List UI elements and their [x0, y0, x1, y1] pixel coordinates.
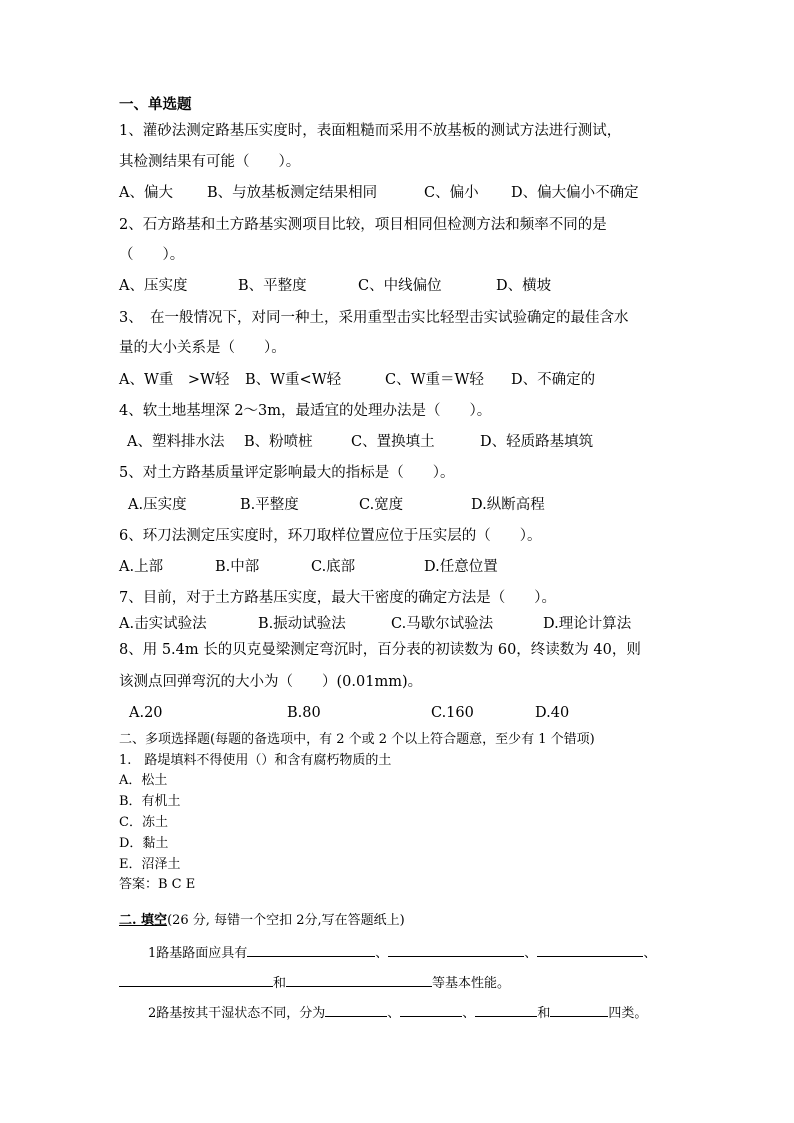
question-1-line-2: 其检测结果有可能（ ）。: [119, 154, 301, 170]
multi-option-a: A．松土: [119, 773, 168, 788]
separator: 、: [387, 1006, 401, 1021]
fill-q2-suffix: 四类。: [608, 1006, 648, 1021]
question-6-line-1: 6、环刀法测定压实度时，环刀取样位置应位于压实层的（ ）。: [119, 528, 542, 544]
section-heading-fill-blank: [119, 912, 405, 930]
question-7-line-1: 7、目前，对于土方路基压实度，最大干密度的确定方法是（ ）。: [119, 590, 556, 606]
multi-option-e: E．沼泽土: [119, 857, 181, 872]
option-a: A、偏大: [119, 185, 173, 201]
question-2-line-2: （ ）。: [119, 247, 185, 263]
separator: 、: [462, 1006, 476, 1021]
option-b: B.平整度: [240, 497, 299, 513]
option-d: D.纵断高程: [471, 497, 545, 513]
answer-text: 答案：B C E: [119, 877, 196, 892]
option-b: B、W重<W轻: [245, 372, 342, 388]
fill-q2-prefix: 2路基按其干湿状态不同，分为: [148, 1006, 326, 1021]
option-d: D、偏大偏小不确定: [511, 185, 639, 201]
answer-blank[interactable]: [388, 942, 524, 957]
separator: 、: [643, 946, 657, 961]
option-a: A、压实度: [119, 278, 188, 294]
option-c: C、置换填土: [351, 434, 435, 450]
fill-heading-rest: (26 分, 每错一个空扣 2分,写在答题纸上): [167, 913, 405, 928]
option-a: A、塑料排水法: [127, 434, 225, 450]
option-b: B、粉喷桩: [244, 434, 313, 450]
question-2-line-1: 2、石方路基和土方路基实测项目比较，项目相同但检测方法和频率不同的是: [119, 217, 607, 233]
question-4-line-1: 4、软土地基埋深 2～3m，最适宜的处理办法是（ ）。: [119, 403, 492, 419]
answer-blank[interactable]: [286, 972, 432, 987]
option-b: B、与放基板测定结果相同: [207, 185, 378, 201]
answer-blank[interactable]: [119, 972, 273, 987]
answer-blank[interactable]: [247, 942, 375, 957]
separator: 、: [524, 946, 538, 961]
fill-heading-bold: 二. 填空: [119, 913, 168, 928]
question-5-line-1: 5、对土方路基质量评定影响最大的指标是（ ）。: [119, 465, 455, 481]
fill-q1-suffix: 等基本性能。: [432, 976, 511, 991]
option-c: C、偏小: [424, 185, 479, 201]
section-heading-multiple-choice: 二、多项选择题(每题的备选项中，有 2 个或 2 个以上符合题意，至少有 1 个错项): [119, 732, 595, 747]
option-a: A.20: [129, 705, 163, 721]
option-c: C.160: [431, 705, 474, 721]
separator: 、: [375, 946, 389, 961]
option-c: C.底部: [311, 559, 356, 575]
option-c: C、中线偏位: [358, 278, 442, 294]
option-c: C.马歇尔试验法: [391, 616, 494, 632]
option-d: D、横坡: [496, 278, 552, 294]
multi-option-b: B．有机土: [119, 794, 181, 809]
and-text: 和: [537, 1006, 551, 1021]
question-8-line-1: 8、用 5.4m 长的贝克曼梁测定弯沉时，百分表的初读数为 60，终读数为 40，则: [119, 642, 641, 658]
question-8-line-2: 该测点回弹弯沉的大小为（ ）(0.01mm)。: [119, 674, 423, 690]
multi-question-1: 1. 路堤填料不得使用（）和含有腐朽物质的土: [119, 753, 392, 768]
option-b: B.中部: [215, 559, 260, 575]
answer-blank[interactable]: [475, 1002, 537, 1017]
fill-question-1-line-1: [148, 942, 656, 963]
answer-blank[interactable]: [325, 1002, 387, 1017]
option-c: C.宽度: [359, 497, 404, 513]
option-b: B、平整度: [238, 278, 307, 294]
option-a: A、W重 >W轻: [119, 372, 230, 388]
answer-blank[interactable]: [550, 1002, 608, 1017]
fill-question-2: [148, 1002, 647, 1023]
option-a: A.压实度: [128, 497, 187, 513]
multi-option-c: C．冻土: [119, 815, 168, 830]
option-a: A.击实试验法: [119, 616, 207, 632]
fill-question-1-line-2: [119, 972, 510, 993]
question-3-line-2: 量的大小关系是（ ）。: [119, 340, 286, 356]
option-d: D、轻质路基填筑: [480, 434, 594, 450]
option-d: D.40: [535, 705, 570, 721]
option-c: C、W重＝W轻: [385, 372, 484, 388]
option-b: B.80: [287, 705, 321, 721]
answer-blank[interactable]: [400, 1002, 462, 1017]
option-d: D.理论计算法: [543, 616, 632, 632]
answer-blank[interactable]: [537, 942, 643, 957]
option-a: A.上部: [119, 559, 164, 575]
option-b: B.振动试验法: [258, 616, 346, 632]
option-d: D、不确定的: [511, 372, 596, 388]
multi-option-d: D．黏土: [119, 836, 169, 851]
and-text: 和: [273, 976, 287, 991]
fill-q1-prefix: 1路基路面应具有: [148, 946, 248, 961]
option-d: D.任意位置: [424, 559, 498, 575]
question-1-line-1: 1、灌砂法测定路基压实度时，表面粗糙而采用不放基板的测试方法进行测试，: [119, 123, 622, 139]
question-3-line-1: 3、 在一般情况下，对同一种土，采用重型击实比轻型击实试验确定的最佳含水: [119, 310, 629, 326]
section-heading-single-choice: 一、单选题: [119, 96, 192, 113]
